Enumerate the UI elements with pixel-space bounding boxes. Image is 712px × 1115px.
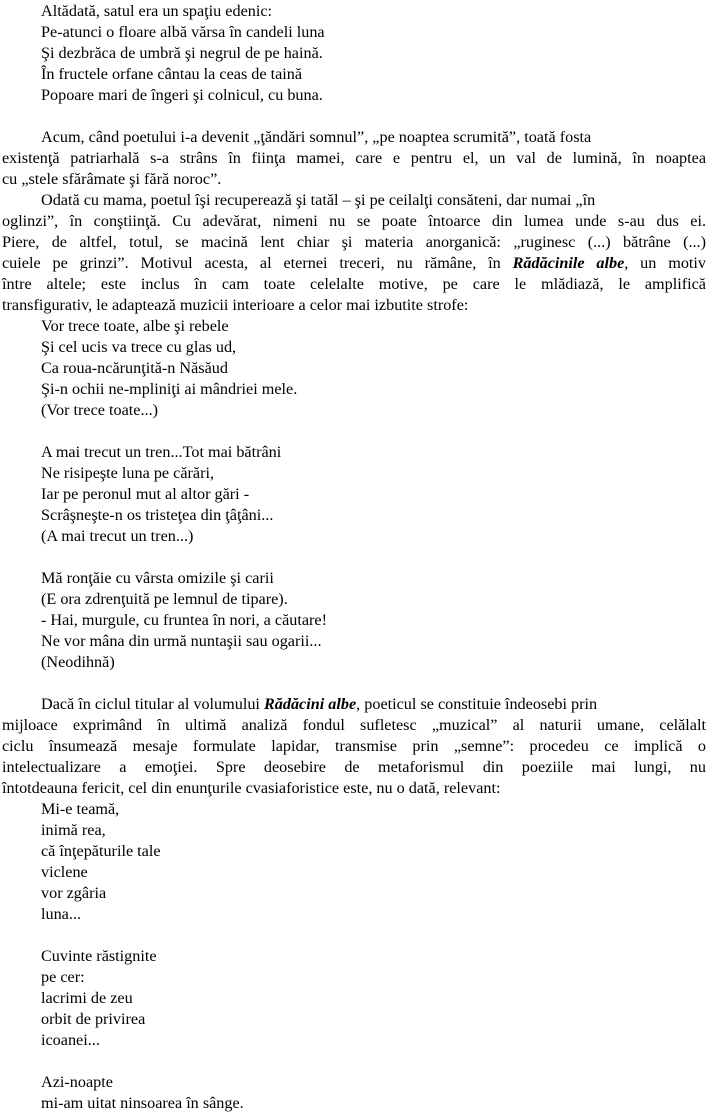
- poem-title-reference: (A mai trecut un tren...): [41, 527, 194, 545]
- verse-line: Ne vor mâna din urmă nuntaşii sau ogarii...: [41, 632, 322, 650]
- verse-line: Cuvinte răstignite: [41, 947, 157, 965]
- paragraph-line: transfigurativ, le adaptează muzicii interioare a celor mai izbutite strofe:: [2, 296, 469, 314]
- verse-line: icoanei...: [41, 1031, 100, 1049]
- verse-line: Iar pe peronul mut al altor gări -: [41, 485, 250, 503]
- verse-line: lacrimi de zeu: [41, 989, 133, 1007]
- book-title: Rădăcinile albe: [512, 254, 625, 272]
- paragraph-line: între altele; este inclus în cam toate celelalte motive, pe care le mlădiază, le amplifică: [2, 275, 706, 293]
- verse-line: Pe-atunci o floare albă vărsa în candeli luna: [41, 23, 325, 41]
- verse-line: orbit de privirea: [41, 1010, 146, 1028]
- text-run: cuiele pe grinzi”. Motivul acesta, al eternei treceri, nu rămâne, în: [2, 254, 513, 272]
- verse-line: Altădată, satul era un spaţiu edenic:: [41, 2, 273, 20]
- paragraph-line: [2, 254, 706, 275]
- verse-line: Popoare mari de îngeri şi colnicul, cu buna.: [41, 86, 323, 104]
- verse-line: că înţepăturile tale: [41, 842, 161, 860]
- verse-line: Mă ronţăie cu vârsta omizile şi carii: [41, 569, 274, 587]
- verse-line: Ne risipeşte luna pe cărări,: [41, 464, 215, 482]
- verse-line: inimă rea,: [41, 821, 106, 839]
- paragraph-line: mijloace exprimând în ultimă analiză fondul sufletesc „muzical” al naturii umane, celălalt: [2, 716, 706, 734]
- verse-line: luna...: [41, 905, 82, 923]
- verse-line: (E ora zdrenţuită pe lemnul de tipare).: [41, 590, 288, 608]
- paragraph-line: Odată cu mama, poetul îşi recuperează şi tatăl – şi pe ceilalţi consăteni, dar numai „în: [41, 191, 596, 209]
- paragraph-line: întotdeauna fericit, cel din enunţurile cvasiaforistice este, nu o dată, relevant:: [2, 779, 501, 797]
- text-run: , poeticul se constituie îndeosebi prin: [356, 695, 598, 713]
- verse-line: Azi-noapte: [41, 1073, 113, 1091]
- paragraph-line: existenţă patriarhală s-a strâns în fiinţa mamei, care e pentru el, un val de lumină, în noaptea: [2, 149, 706, 167]
- verse-line: pe cer:: [41, 968, 85, 986]
- verse-line: mi-am uitat ninsoarea în sânge.: [41, 1094, 244, 1112]
- verse-line: Şi cel ucis va trece cu glas ud,: [41, 338, 237, 356]
- verse-line: Scrâşneşte-n os tristeţea din ţâţâni...: [41, 506, 274, 524]
- book-title: Rădăcini albe: [263, 695, 357, 713]
- verse-line: Şi-n ochii ne-mpliniţi ai mândriei mele.: [41, 380, 298, 398]
- paragraph-line: [41, 695, 706, 716]
- verse-line: A mai trecut un tren...Tot mai bătrâni: [41, 443, 282, 461]
- paragraph-line: oglinzi”, în conştiinţă. Cu adevărat, nimeni nu se poate întoarce din lumea unde s-au dus ei.: [2, 212, 706, 230]
- paragraph-line: intelectualizare a emoţiei. Spre deosebire de metaforismul din poeziile mai lungi, nu: [2, 758, 706, 776]
- paragraph-line: ciclu însumează mesaje formulate lapidar, transmise prin „semne”: procedeu ce implică o: [2, 737, 706, 755]
- paragraph-line: Acum, când poetului i-a devenit „ţăndări somnul”, „pe noaptea scrumită”, toată fosta: [41, 128, 592, 146]
- verse-line: viclene: [41, 863, 88, 881]
- verse-line: Şi dezbrăca de umbră şi negrul de pe haină.: [41, 44, 323, 62]
- verse-line: În fructele orfane cântau la ceas de taină: [41, 65, 303, 83]
- text-run: Dacă în ciclul titular al volumului: [41, 695, 264, 713]
- verse-line: - Hai, murgule, cu fruntea în nori, a căutare!: [41, 611, 328, 629]
- poem-title-reference: (Vor trece toate...): [41, 401, 159, 419]
- verse-line: Vor trece toate, albe şi rebele: [41, 317, 229, 335]
- paragraph-line: Piere, de altfel, totul, se macină lent chiar şi materia anorganică: „ruginesc (...) bătrâne (...): [2, 233, 706, 251]
- verse-line: Mi-e teamă,: [41, 800, 120, 818]
- paragraph-line: cu „stele sfărâmate şi fără noroc”.: [2, 170, 222, 188]
- poem-title-reference: (Neodihnă): [41, 653, 115, 671]
- text-run: , un motiv: [624, 254, 706, 272]
- verse-line: vor zgâria: [41, 884, 107, 902]
- verse-line: Ca roua-ncărunţită-n Năsăud: [41, 359, 228, 377]
